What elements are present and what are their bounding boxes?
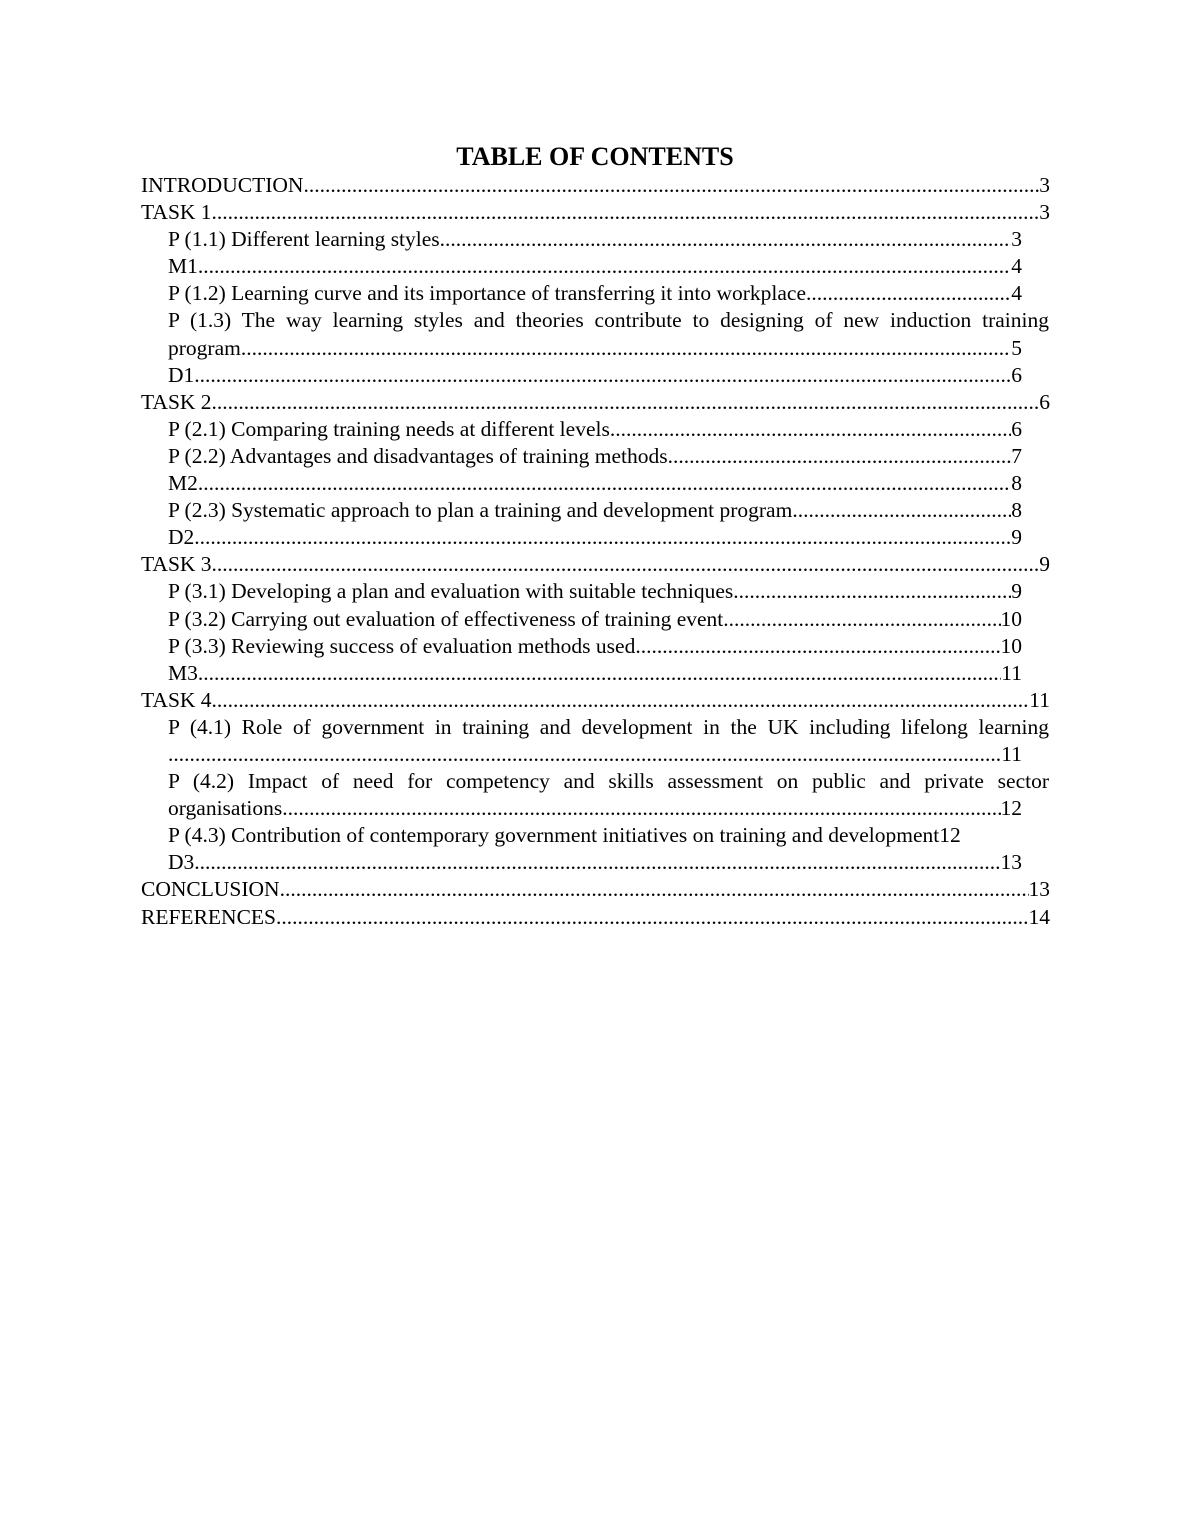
toc-entry-label: P (2.3) Systematic approach to plan a training and development program [168,498,793,523]
toc-entry-p-2-2[interactable] [168,443,1022,470]
toc-page-number: 11 [1001,741,1022,766]
toc-entry-label: P (3.1) Developing a plan and evaluation with suitable techniques [168,579,734,604]
toc-entry-p-3-2[interactable] [168,606,1022,633]
toc-page-number: 11 [1001,660,1022,685]
toc-page-number: 9 [1039,552,1050,577]
toc-entry-p-1-2[interactable] [168,280,1022,307]
toc-page-number: 6 [1011,416,1022,441]
toc-entry-label: M2 [168,471,198,496]
leader-dots [792,497,1011,524]
toc-entry-label: D2 [168,525,195,550]
toc-entry-label: D1 [168,362,195,387]
toc-page-number: 3 [1039,200,1050,225]
leader-dots [212,687,1030,714]
toc-entry-label: P (2.2) Advantages and disadvantages of training methods [168,443,668,468]
leader-dots [198,660,1001,687]
leader-dots [241,335,1011,362]
toc-entry-introduction[interactable] [141,172,1050,199]
toc-entry-m3[interactable] [168,660,1022,687]
leader-dots [194,362,1011,389]
toc-entry-label: P (4.3) Contribution of contemporary government initiatives on training and development [168,823,940,848]
toc-page-number: 10 [1000,633,1022,658]
toc-entry-task-1[interactable] [141,199,1050,226]
toc-entry-m2[interactable] [168,470,1022,497]
toc-entry-label: organisations [168,796,283,821]
toc-page-number: 7 [1011,443,1022,468]
toc-entry-label: P (1.2) Learning curve and its importance of transferring it into workplace [168,281,807,306]
leader-dots [194,849,1000,876]
toc-title: TABLE OF CONTENTS [456,142,734,171]
toc-entry-p-2-3[interactable] [168,497,1022,524]
toc-entry-p-1-3[interactable] [141,307,1190,361]
leader-dots [668,443,1012,470]
toc-page-number: 8 [1011,498,1022,523]
leader-dots [168,741,1001,768]
toc-page-number: 4 [1011,254,1022,279]
toc-entry-d3[interactable] [168,849,1022,876]
toc-page-number: 6 [1011,362,1022,387]
toc-entry-d2[interactable] [168,524,1022,551]
toc-entry-label: TASK 2 [141,389,212,414]
toc-entry-p-2-1[interactable] [168,416,1022,443]
toc-entry-p-1-1[interactable] [168,226,1022,253]
toc-page-number: 3 [1039,173,1050,197]
leader-dots [723,606,1000,633]
leader-dots [280,876,1029,903]
toc-entry-p-4-2[interactable] [141,768,1190,822]
toc-page-number: 5 [1011,335,1022,360]
toc-entry-m1[interactable] [168,253,1022,280]
toc-entry-label: D3 [168,850,195,875]
toc-page-number: 14 [1028,904,1050,929]
leader-dots [440,226,1012,253]
toc-entry-p-4-3[interactable] [168,822,1049,849]
toc-page-number: 9 [1011,525,1022,550]
leader-dots [303,172,1039,199]
toc-page-number: 3 [1011,227,1022,252]
toc-page-number: 4 [1011,281,1022,306]
leader-dots [806,280,1011,307]
toc-entry-label: CONCLUSION [141,877,280,902]
toc-page-number: 12 [939,823,961,848]
toc-entry-label-line: P (4.1) Role of government in training and development in the UK including lifelong learning [168,714,1049,739]
toc-entry-references[interactable] [141,904,1050,931]
toc-page-number: 8 [1011,471,1022,496]
toc-entry-label-line: P (1.3) The way learning styles and theories contribute to designing of new induction training [168,308,1049,333]
toc-page-number: 13 [1000,850,1022,875]
toc-entry-p-3-3[interactable] [168,633,1022,660]
leader-dots [610,416,1011,443]
toc-entry-label: P (3.2) Carrying out evaluation of effectiveness of training event [168,606,724,631]
toc-entry-d1[interactable] [168,362,1022,389]
toc-page-number: 11 [1029,687,1050,712]
toc-entry-label-line: P (4.2) Impact of need for competency and skills assessment on public and private sector [168,769,1049,794]
toc-page-number: 6 [1039,389,1050,414]
toc-page-number: 13 [1028,877,1050,902]
toc-entry-label: REFERENCES [141,904,276,929]
leader-dots [276,904,1029,931]
toc-page-number: 12 [1000,796,1022,821]
toc-entry-label: P (2.1) Comparing training needs at different levels [168,416,610,441]
toc-entry-label: P (1.1) Different learning styles [168,227,440,252]
toc-entry-conclusion[interactable] [141,876,1050,903]
toc-entry-label: TASK 1 [141,200,212,225]
leader-dots [194,524,1011,551]
toc-entry-label: M3 [168,660,198,685]
leader-dots [282,795,1000,822]
leader-dots [198,470,1011,497]
leader-dots [212,199,1040,226]
table-of-contents [141,172,1190,931]
leader-dots [635,633,1000,660]
toc-entry-p-3-1[interactable] [168,578,1022,605]
toc-entry-task-3[interactable] [141,551,1050,578]
leader-dots [212,389,1040,416]
leader-dots [198,253,1011,280]
toc-entry-p-4-1[interactable] [141,714,1190,768]
toc-entry-label: M1 [168,254,198,279]
toc-entry-label: TASK 4 [141,687,212,712]
toc-page-number: 9 [1011,579,1022,604]
toc-entry-label: TASK 3 [141,552,212,577]
toc-page-number: 10 [1000,606,1022,631]
toc-entry-task-2[interactable] [141,389,1050,416]
toc-entry-label: program [168,335,241,360]
toc-entry-label: INTRODUCTION [141,173,304,197]
toc-entry-task-4[interactable] [141,687,1050,714]
toc-entry-label: P (3.3) Reviewing success of evaluation methods used [168,633,636,658]
leader-dots [212,551,1040,578]
leader-dots [733,578,1011,605]
